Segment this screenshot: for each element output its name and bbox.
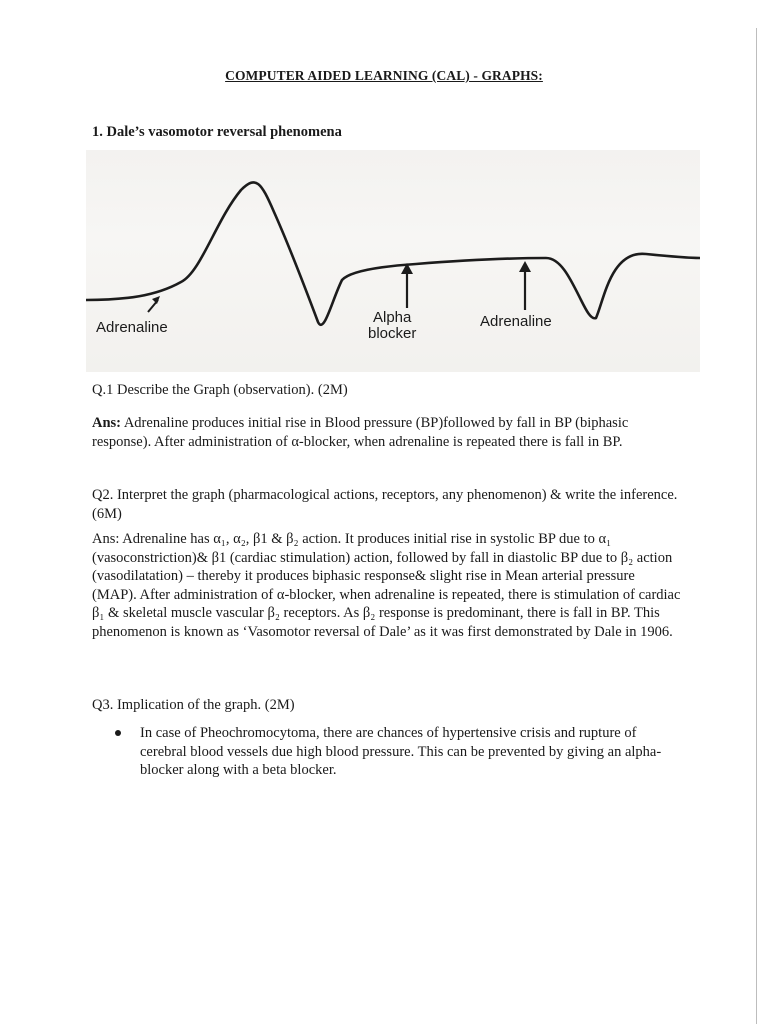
document-title: COMPUTER AIDED LEARNING (CAL) - GRAPHS: [225, 68, 543, 83]
answer-1-text: Adrenaline produces initial rise in Blood pressure (BP)followed by fall in BP (biphasic response). After administration of α-blocker, when adrenaline is repeated there is fall in BP. [92, 415, 629, 450]
adrenaline-marker-arrow [148, 296, 160, 312]
label-alpha-line2: blocker [368, 325, 417, 342]
blood-pressure-trace [86, 182, 700, 324]
answer-2: Ans: Adrenaline has α₁, α₂, β1 & β₂ action. It produces initial rise in systolic BP due to α₁ (vasoconstriction)& β1 (cardiac stimulation) action, followed by fall in diastolic BP due to β₂ action (vasodilatation) – thereby it produces biphasic response& slight rise in Mean arterial pressure (MAP). After administration of α-blocker, when adrenaline is repeated, there is stimulation of cardiac β₁ & skeletal muscle vascular β₂ receptors. As β₂ response is predominant, there is fall in BP. This phenomenon is known as ‘Vasomotor reversal of Dale’ as it was first demonstrated by Dale in 1906. [92, 531, 681, 640]
page-edge-line [756, 28, 757, 1024]
question-2: Q2. Interpret the graph (pharmacological actions, receptors, any phenomenon) & write the inference. (6M) [92, 487, 678, 522]
alpha-blocker-arrow [401, 263, 413, 308]
implication-list [112, 724, 672, 780]
label-alpha-line1: Alpha [372, 309, 412, 326]
question-3: Q3. Implication of the graph. (2M) [92, 697, 295, 713]
implication-bullet: In case of Pheochromocytoma, there are chances of hypertensive crisis and rupture of cerebral blood vessels due high blood pressure. This can be prevented by giving an alpha-blocker along with a beta blocker. [112, 724, 672, 780]
bp-tracing-figure [86, 150, 700, 372]
question-1: Q.1 Describe the Graph (observation). (2M) [92, 382, 348, 398]
section-heading: 1. Dale’s vasomotor reversal phenomena [92, 124, 342, 140]
answer-1 [92, 414, 682, 451]
label-adrenaline-second: Adrenaline [480, 313, 552, 330]
label-adrenaline-first: Adrenaline [96, 319, 168, 336]
second-adrenaline-arrow [519, 261, 531, 310]
answer-1-lead: Ans: [92, 415, 122, 431]
label-alpha-blocker [368, 310, 416, 342]
